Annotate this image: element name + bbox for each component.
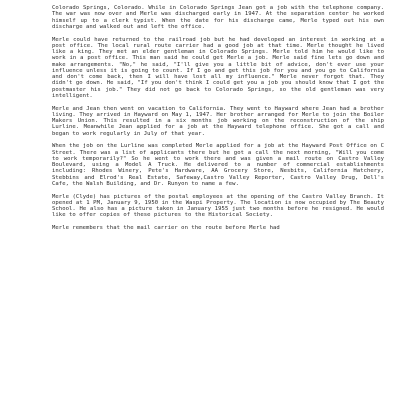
- paragraph: Merle could have returned to the railroad job but he had developed an interest in working at a post office. The local rural route carrier had a good job at that time. Merle thought he lived like a king. They met an elder gentleman in Colorado Springs. Merle told him he would like to work in a post office. This man said he could get Merle a job. Merle said fine lets go down and make arrangements. "No," he said, "I'll give you a little bit of advice, don't ever use your influence unless it is going to count. If I go and get this job for you and you go to California and don't come back, then I will have lost all my influence." Merle never forgot that. They didn't go down. He said, "If you don't think I could get you a job you should know that I got the postmaster his job." They did not go back to Colorado Springs, so the old gentleman was very intelligent.: [52, 36, 384, 99]
- paragraph: Merle remembers that the mail carrier on the route before Merle had: [52, 225, 280, 231]
- paragraph: Merle and Jean then went on vacation to California. They went to Hayward where Jean had a brother living. They arrived in Hayward on May 1, 1947. Her brother arranged for Merle to join the Boiler Makers Union. This resulted in a six months job working on the reconstruction of the ship Lurline. Meanwhile Jean applied for a job at the Hayward telephone office. She got a call and began to work regularly in July of that year.: [52, 105, 384, 137]
- paragraph: When the job on the Lurline was completed Merle applied for a job at the Hayward Post Office on C Street. There was a list of applicants there but he got a call the next morning, "Will you come to work temporarily?" So he went to work there and was given a mail route on Castro Valley Boulevard, using a Model A Truck. He delivered to a number of commercial establishments including: Rhodes Winery, Pete's Hardware, AA Grocery Store, Nesbits, California Hatchery, Stebbins and Elrod's Real Estate, Safeway,Castro Valley Reporter, Castro Valley Drug, Dell's Cafe, the Walsh Building, and Dr. Runyon to name a few.: [52, 143, 384, 187]
- paragraph: Merle (Clyde) has pictures of the postal employees at the opening of the Castro Valley Branch. It opened at 1 PM, January 9, 1950 in the Waspi Property. The location is now occupied by The Beauty School. He also has a picture taken in January 1955 just two months before he resigned. He would like to offer copies of these pictures to the Historical Society.: [52, 193, 384, 219]
- paragraph: Colorado Springs, Colorado. While in Colorado Springs Jean got a job with the telephone company. The war was now over and Merle was discharged early in 1947. At the separation center he worked himself up to a clerk typist. When the date for his discharge came, Merle typed out his own discharge and walked out and left the office.: [52, 5, 384, 30]
- document-body: [52, 5, 384, 238]
